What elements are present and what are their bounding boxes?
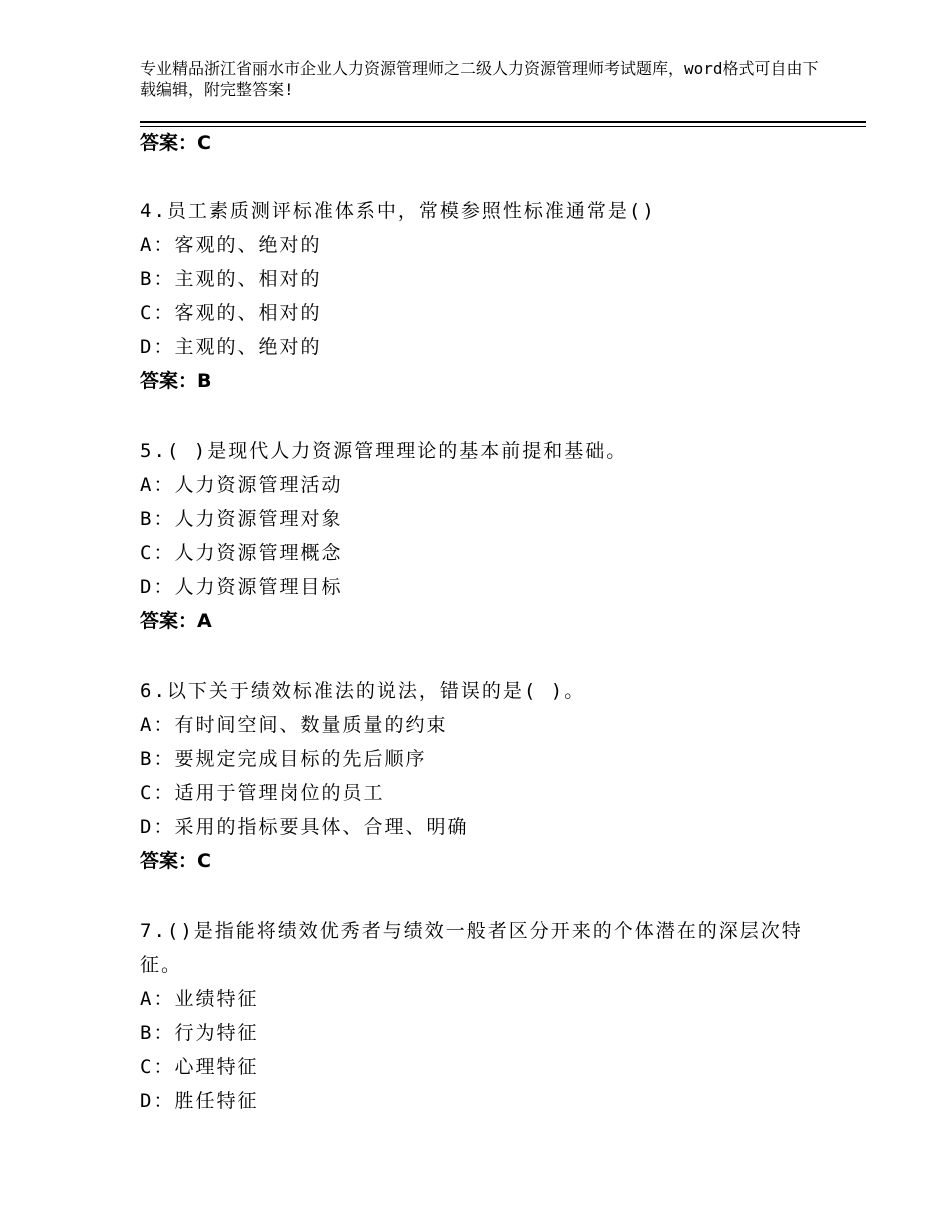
option-b: B：人力资源管理对象 [140,508,343,530]
header-rule-thin [140,126,866,127]
question-4 [140,194,840,398]
question-stem: 6.以下关于绩效标准法的说法，错误的是( )。 [140,680,586,702]
question-stem: 4.员工素质测评标准体系中，常模参照性标准通常是() [140,200,656,222]
question-answer: 答案：B [140,370,212,392]
question-stem: 5.( )是现代人力资源管理理论的基本前提和基础。 [140,440,628,462]
question-list [140,128,840,1118]
option-c: C：客观的、相对的 [140,302,322,324]
option-c: C：适用于管理岗位的员工 [140,782,385,804]
option-a: A：人力资源管理活动 [140,474,343,496]
option-d: D：采用的指标要具体、合理、明确 [140,816,469,838]
document-header: 专业精品浙江省丽水市企业人力资源管理师之二级人力资源管理师考试题库，word格式可自由下载编辑，附完整答案! [140,59,819,99]
question-7 [140,914,840,1118]
previous-answer: 答案：C [140,132,211,154]
option-d: D：胜任特征 [140,1090,259,1112]
option-d: D：主观的、绝对的 [140,336,322,358]
question-answer: 答案：C [140,850,211,872]
option-b: B：主观的、相对的 [140,268,322,290]
header-rule-thick [140,121,866,123]
question-stem: 7.()是指能将绩效优秀者与绩效一般者区分开来的个体潜在的深层次特征。 [140,920,803,976]
option-b: B：要规定完成目标的先后顺序 [140,748,427,770]
question-5 [140,434,840,638]
option-c: C：心理特征 [140,1056,259,1078]
option-a: A：有时间空间、数量质量的约束 [140,714,448,736]
question-6 [140,674,840,878]
option-b: B：行为特征 [140,1022,259,1044]
question-answer: 答案：A [140,610,212,632]
option-a: A：业绩特征 [140,988,259,1010]
option-a: A：客观的、绝对的 [140,234,322,256]
option-d: D：人力资源管理目标 [140,576,343,598]
option-c: C：人力资源管理概念 [140,542,343,564]
